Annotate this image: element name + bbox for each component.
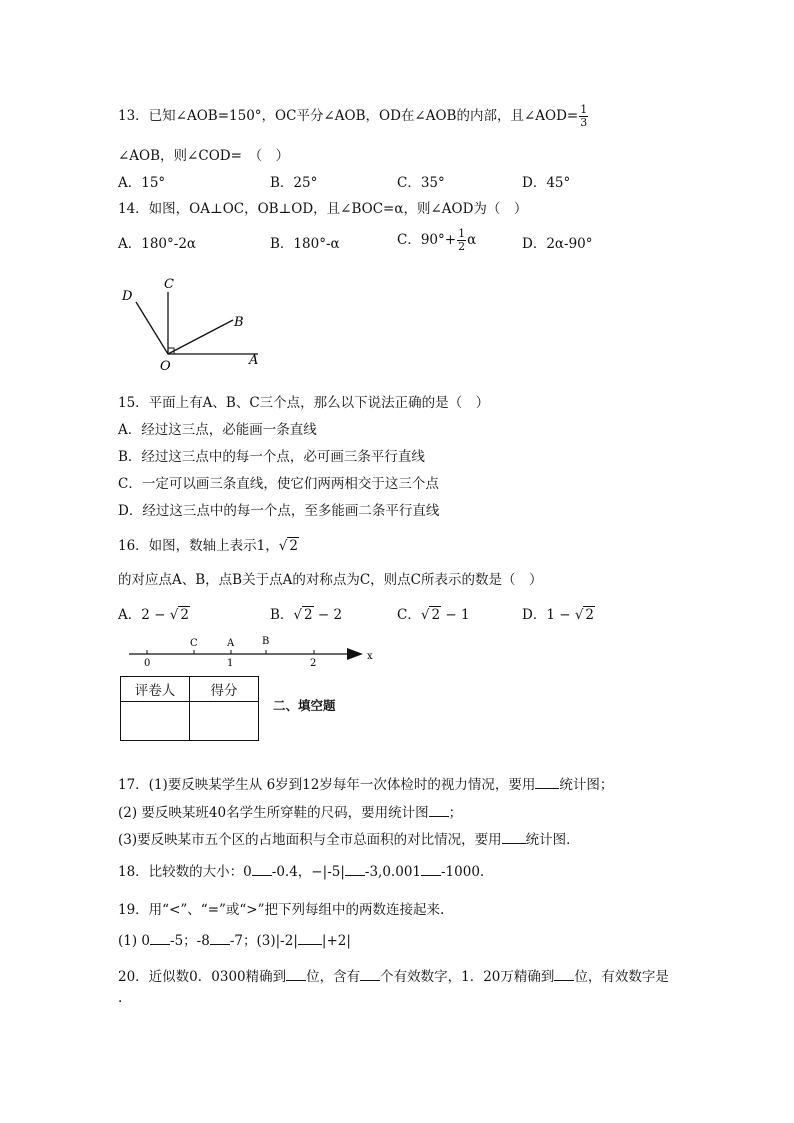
- q20-line: 20．近似数0．0300精确到 位，含有 个有效数字，1．20万精确到 位，有效数字是: [118, 969, 669, 985]
- q18-blank-3[interactable]: [421, 863, 441, 876]
- q16-option-d: D．1 − √ 2: [522, 607, 595, 623]
- q19-blank-3[interactable]: [298, 932, 322, 945]
- score-table-header: [121, 677, 259, 702]
- q16-option-a-sqrt: √ 2: [169, 607, 189, 623]
- label-d: D: [122, 289, 133, 304]
- point-label-b: B: [262, 636, 270, 647]
- score-table: [120, 676, 259, 741]
- q14-option-a: A．180°-2α: [118, 236, 197, 252]
- score-table-score: 得分: [190, 677, 259, 702]
- q16-option-b: B．√ 2 − 2: [270, 607, 343, 623]
- q13-line1: [118, 104, 589, 129]
- q14-stem: 14．如图，OA⊥OC，OB⊥OD，且∠BOC=α，则∠AOD为（ ）: [118, 201, 528, 217]
- q17-blank-1[interactable]: [535, 776, 559, 789]
- label-c: C: [164, 277, 174, 292]
- q18-abs: |-5|: [322, 864, 345, 880]
- q17-line3: (3)要反映某市五个区的占地面积与全市总面积的对比情况，要用 统计图．: [118, 832, 580, 848]
- q14-option-d: D．2α-90°: [522, 236, 593, 252]
- q19-stem: 19．用“<”、“=”或“>”把下列每组中的两数连接起来.: [118, 902, 445, 918]
- q20-blank-2[interactable]: [360, 968, 380, 981]
- q15-option-b: B．经过这三点中的每一个点，必可画三条平行直线: [118, 449, 425, 465]
- q20-blank-3[interactable]: [554, 968, 574, 981]
- axis-arrow-icon: [347, 648, 363, 660]
- q19-line: (1) 0 -5；-8 -7；(3)|-2| |+2|: [118, 933, 351, 949]
- q15-option-d: D．经过这三点中的每一个点，至多能画二条平行直线: [118, 503, 440, 519]
- number-line: [125, 632, 385, 670]
- label-a: A: [249, 353, 259, 368]
- q17-line2: (2) 要反映某班40名学生所穿鞋的尺码，要用统计图 ；: [118, 805, 463, 821]
- q20-blank-1[interactable]: [286, 968, 306, 981]
- point-label-c: C: [190, 638, 198, 649]
- q16-option-a: A．2 − √ 2: [118, 607, 189, 623]
- q13-stem: 13．已知∠AOB=150°，OC平分∠AOB，OD在∠AOB的内部，且∠AOD=: [118, 108, 579, 124]
- q16-option-b-sqrt: √ 2: [293, 607, 313, 623]
- q15-stem: 15．平面上有A、B、C三个点，那么以下说法正确的是（ ）: [118, 395, 490, 411]
- q14-option-c-fraction: $\frac{1}{2}$: [458, 227, 466, 253]
- q13-line2: ∠AOB，则∠COD= （ ）: [118, 148, 290, 164]
- q13-option-b: B．25°: [270, 175, 318, 191]
- q19-abs-1: |-2|: [275, 933, 298, 949]
- label-o: O: [160, 359, 171, 374]
- sqrt-2: √ 2: [278, 538, 298, 554]
- q15-option-c: C．一定可以画三条直线，使它们两两相交于这三个点: [118, 476, 439, 492]
- score-table-grader: 评卷人: [121, 677, 190, 702]
- score-cell[interactable]: [190, 702, 259, 741]
- q18-line: 18．比较数的大小：0 -0.4，−|-5| -3,0.001 -1000.: [118, 864, 485, 880]
- q17-blank-2[interactable]: [429, 804, 449, 817]
- q20-end: .: [118, 990, 123, 1006]
- tick-label-1: 1: [227, 658, 234, 669]
- q13-option-a: A．15°: [118, 175, 166, 191]
- q19-blank-1[interactable]: [150, 932, 170, 945]
- q18-blank-1[interactable]: [252, 863, 272, 876]
- q19-abs-2: |+2|: [321, 933, 351, 949]
- point-label-a: A: [227, 638, 235, 649]
- q15-option-a: A．经过这三点，必能画一条直线: [118, 422, 317, 438]
- ray-ob: [168, 320, 233, 354]
- section-title: 二、填空题: [273, 698, 336, 713]
- q14-angle-figure: [118, 272, 268, 377]
- label-b: B: [234, 315, 244, 330]
- tick-label-2: 2: [310, 658, 317, 669]
- q13-option-d: D．45°: [522, 175, 571, 191]
- q14-option-c: C．90°+ $\frac{1}{2}$ α: [397, 227, 477, 253]
- axis-label-x: x: [367, 651, 373, 662]
- q13-option-c: C．35°: [397, 175, 445, 191]
- tick-label-0: 0: [144, 658, 151, 669]
- q18-blank-2[interactable]: [345, 863, 365, 876]
- ray-od: [136, 302, 168, 354]
- q16-option-c: C．√ 2 − 1: [397, 607, 470, 623]
- score-table-body: [121, 702, 259, 741]
- q19-blank-2[interactable]: [210, 932, 230, 945]
- q16-option-d-sqrt: √ 2: [574, 607, 595, 623]
- q17-blank-3[interactable]: [502, 831, 526, 844]
- q16-line1: 16．如图，数轴上表示1，√ 2: [118, 538, 298, 554]
- q13-fraction: $\frac{1}{3}$: [580, 103, 588, 129]
- grader-cell[interactable]: [121, 702, 190, 741]
- q17-line1: 17．(1)要反映某学生从 6岁到12岁每年一次体检时的视力情况，要用 统计图；: [118, 777, 614, 793]
- q16-line2: 的对应点A、B，点B关于点A的对称点为C，则点C所表示的数是（ ）: [118, 572, 543, 588]
- q14-option-b: B．180°-α: [270, 236, 340, 252]
- q16-option-c-sqrt: √ 2: [420, 607, 441, 623]
